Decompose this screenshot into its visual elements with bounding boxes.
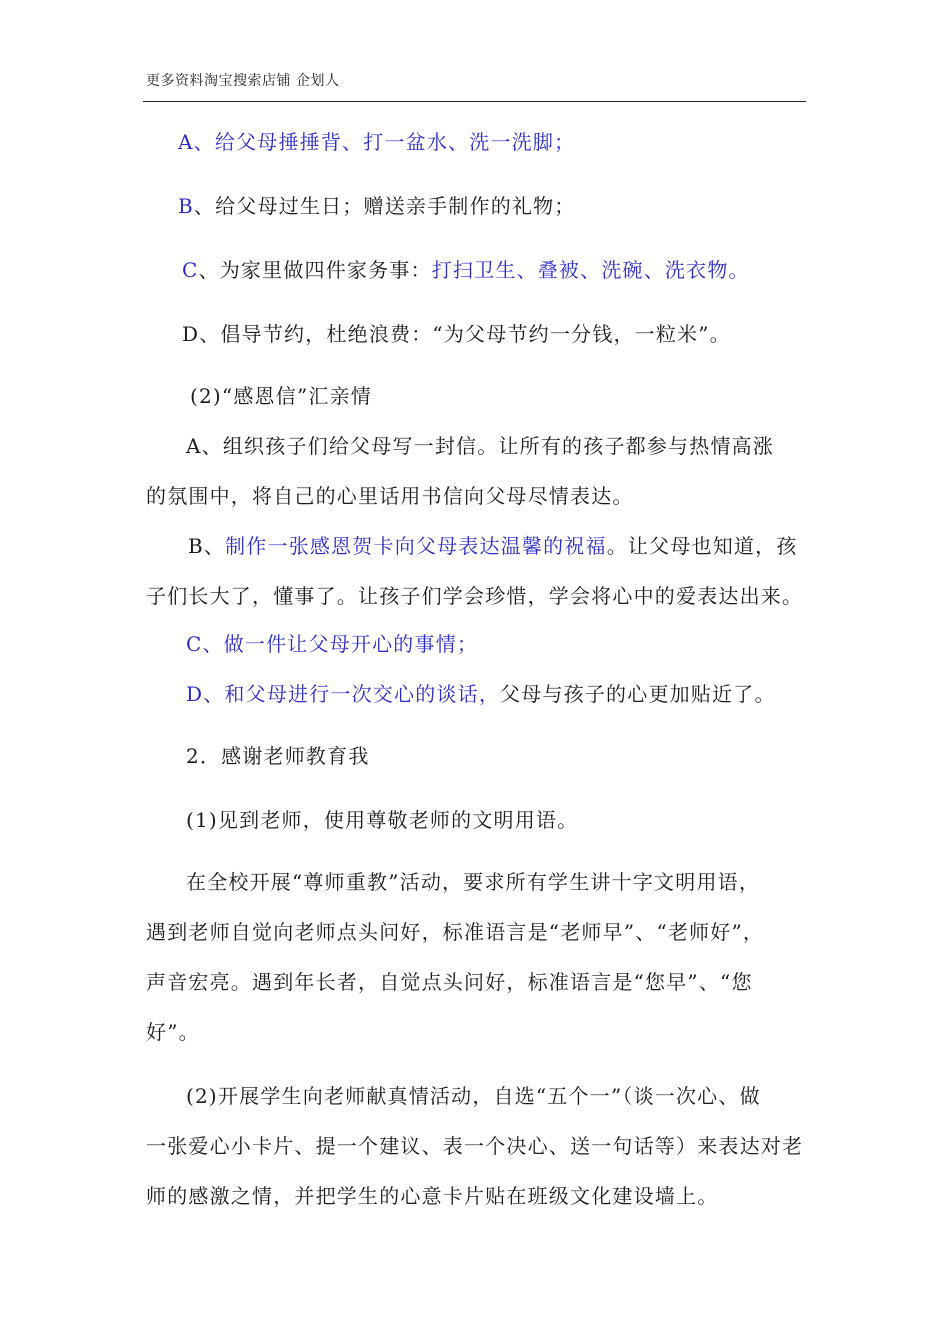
text-line [146,918,764,946]
body-text: (2)“感恩信”汇亲情 [190,384,372,408]
body-text: 2．感谢老师教育我 [186,744,370,768]
body-text: 一张爱心小卡片、提一个建议、表一个决心、送一句话等）来表达对老 [146,1134,804,1158]
text-line [146,1182,718,1210]
text-line [146,1018,200,1046]
text-line [146,968,753,996]
page-header-text: 更多资料淘宝搜索店铺 企划人 [146,73,340,89]
text-line [178,128,575,156]
body-text: 声音宏亮。遇到年长者，自觉点头问好，标准语言是“您早”、“您 [146,970,753,994]
text-line [186,868,760,896]
body-text: D、倡导节约，杜绝浪费：“为父母节约一分钱，一粒米”。 [182,322,731,346]
text-line [188,532,798,560]
text-line [146,1132,803,1160]
body-text: 遇到老师自觉向老师点头问好，标准语言是“老师早”、“老师好”， [146,920,765,944]
body-text: A、组织孩子们给父母写一封信。让所有的孩子都参与热情高涨 [186,434,775,458]
header-divider [143,101,806,102]
body-text: (2)开展学生向老师献真情活动，自选“五个一”（谈一次心、做 [186,1084,761,1108]
text-line [186,806,578,834]
body-text: 。让父母也知道，孩 [606,534,798,558]
text-line [182,256,750,284]
text-line [146,482,634,510]
highlighted-text: C [182,258,199,282]
body-text: 好”。 [146,1020,200,1044]
body-text: 、为家里做四件家务事： [198,258,432,282]
body-text: 父母与孩子的心更加贴近了。 [500,682,776,706]
body-text: B、 [188,534,226,558]
text-line [186,432,774,460]
highlighted-text: D、和父母进行一次交心的谈话， [186,682,501,706]
text-line [190,382,372,410]
body-text: 在全校开展“尊师重教”活动，要求所有学生讲十字文明用语， [186,870,761,894]
highlighted-text: 打扫卫生、叠被、洗碗、洗衣物。 [431,258,750,282]
body-text: 师的感激之情，并把学生的心意卡片贴在班级文化建设墙上。 [146,1184,719,1208]
body-text: 、给父母过生日；赠送亲手制作的礼物； [193,194,576,218]
text-line [186,680,776,708]
body-text: 的氛围中，将自己的心里话用书信向父母尽情表达。 [146,484,634,508]
highlighted-text: 制作一张感恩贺卡向父母表达温馨的祝福 [225,534,607,558]
body-text: (1)见到老师，使用尊敬老师的文明用语。 [186,808,579,832]
highlighted-text: B [178,194,194,218]
text-line [182,320,731,348]
body-text: 子们长大了，懂事了。让孩子们学会珍惜，学会将心中的爱表达出来。 [146,584,804,608]
text-line [186,1082,761,1110]
highlighted-text: A、给父母捶捶背、打一盆水、洗一洗脚； [178,130,576,154]
text-line [186,742,370,770]
highlighted-text: C、做一件让父母开心的事情； [186,632,479,656]
text-line [186,630,478,658]
text-line [146,582,803,610]
text-line [178,192,576,220]
